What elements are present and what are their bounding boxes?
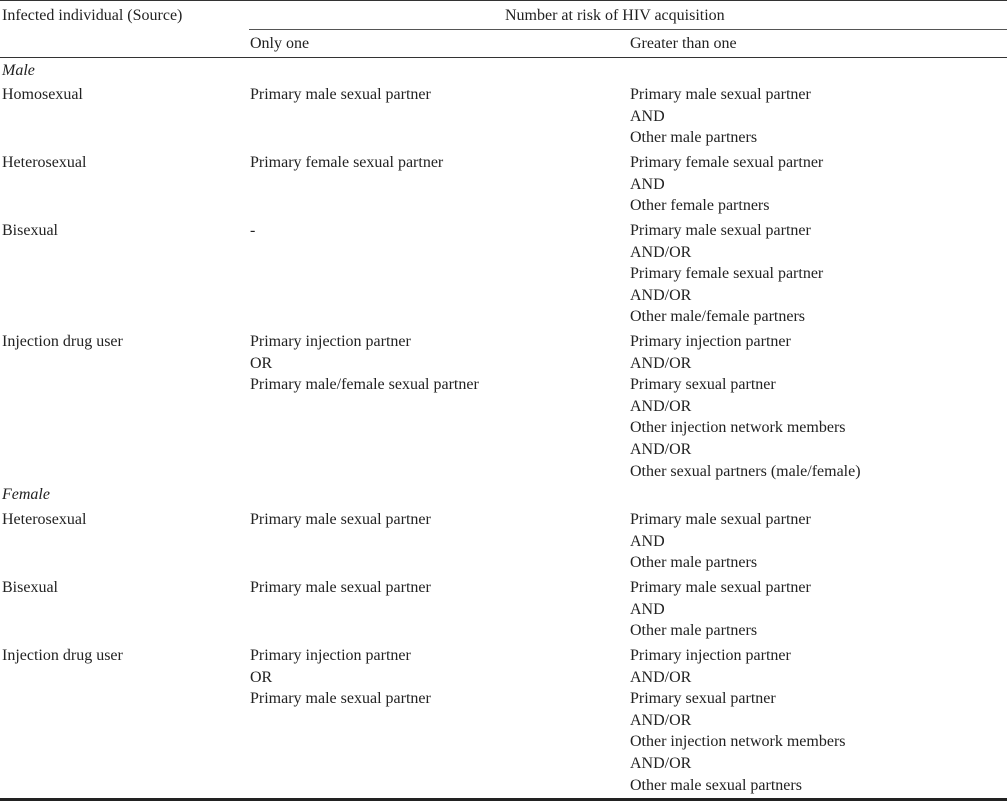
source-cell: Heterosexual [2,154,87,171]
cell-line: Primary male/female sexual partner [250,376,479,394]
cell-line: Primary injection partner [630,333,791,350]
cell-line: AND/OR [630,354,692,372]
cell-line: Primary injection partner [630,647,791,664]
cell-line: OR [250,668,273,686]
cell-line: Other male partners [630,129,758,147]
table-top-rule [0,0,1007,1]
greater-than-one-cell [630,645,846,796]
table-bottom-rule [0,798,1007,801]
only-one-cell [250,152,443,174]
cell-line: Primary female sexual partner [630,154,824,171]
cell-line: AND [630,175,665,193]
header-only-one: Only one [250,35,310,52]
cell-line: Primary male sexual partner [250,86,431,103]
cell-line: Primary sexual partner [630,690,776,708]
cell-line: Primary male sexual partner [630,511,811,528]
only-one-cell [250,84,431,106]
source-cell: Bisexual [2,222,58,239]
cell-line: Other male sexual partners [630,776,802,794]
greater-than-one-cell [630,509,811,574]
cell-line: Primary male sexual partner [630,222,811,239]
header-number-at-risk: Number at risk of HIV acquisition [505,7,725,24]
greater-than-one-cell [630,331,861,482]
only-one-cell [250,331,479,396]
header-bottom-rule [0,57,1007,58]
cell-line: Primary female sexual partner [250,154,444,171]
cell-line: AND/OR [630,286,692,304]
cell-line: AND [630,107,665,125]
cell-line: AND/OR [630,397,692,415]
cell-line: Other male/female partners [630,308,806,326]
source-cell: Homosexual [2,86,83,103]
header-span-rule [249,29,1007,30]
cell-line: Primary injection partner [250,647,411,664]
cell-line: AND/OR [630,754,692,772]
cell-line: AND [630,600,665,618]
only-one-cell [250,220,255,242]
cell-line: AND/OR [630,711,692,729]
source-cell: Injection drug user [2,647,123,664]
cell-line: AND [630,532,665,550]
only-one-cell [250,577,431,599]
cell-line: AND/OR [630,440,692,458]
cell-line: Primary male sexual partner [250,511,431,528]
source-cell: Bisexual [2,579,58,596]
cell-line: Primary male sexual partner [250,690,431,708]
cell-line: Other injection network members [630,419,846,437]
cell-line: AND/OR [630,243,692,261]
cell-line: Other female partners [630,197,770,215]
header-source: Infected individual (Source) [2,7,183,24]
section-label-male: Male [2,62,35,79]
header-greater-than-one: Greater than one [630,35,737,52]
cell-line: Other injection network members [630,733,846,751]
cell-line: Primary male sexual partner [630,86,811,103]
source-cell: Injection drug user [2,333,123,350]
only-one-cell [250,645,431,710]
section-label-female: Female [2,486,50,503]
cell-line: Primary male sexual partner [630,579,811,596]
only-one-cell [250,509,431,531]
cell-line: Primary male sexual partner [250,579,431,596]
greater-than-one-cell [630,84,811,149]
cell-line: Primary female sexual partner [630,265,824,283]
greater-than-one-cell [630,152,823,217]
cell-line: Primary sexual partner [630,376,776,394]
cell-line: AND/OR [630,668,692,686]
source-cell: Heterosexual [2,511,87,528]
cell-line: Other sexual partners (male/female) [630,462,861,480]
cell-line: - [250,222,256,239]
cell-line: Other male partners [630,554,758,572]
greater-than-one-cell [630,220,823,328]
greater-than-one-cell [630,577,811,642]
cell-line: Other male partners [630,622,758,640]
cell-line: OR [250,354,273,372]
cell-line: Primary injection partner [250,333,411,350]
